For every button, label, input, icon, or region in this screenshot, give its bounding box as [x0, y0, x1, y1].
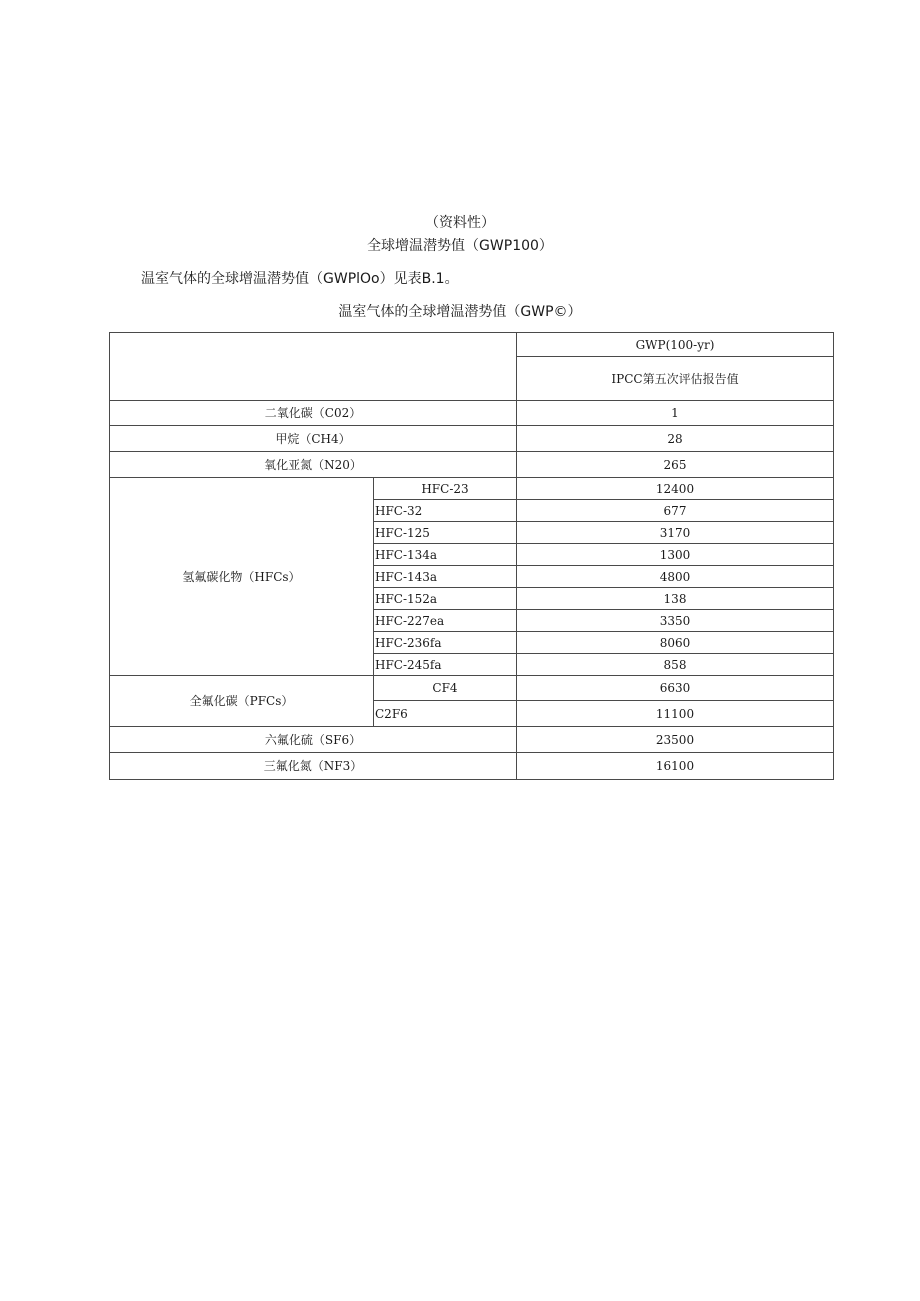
- gwp-value-cell: 16100: [517, 753, 834, 780]
- table-row: [110, 727, 834, 753]
- sub-gas-name-cell: HFC-245fa: [374, 654, 517, 676]
- sub-gas-name-cell: CF4: [374, 676, 517, 701]
- gwp-table: [109, 332, 834, 780]
- gas-name-cell: 六氟化硫（SF6）: [110, 727, 517, 753]
- gwp-value-cell: 3170: [517, 522, 834, 544]
- annex-label: （资料性）: [425, 215, 495, 231]
- gwp-value-cell: 11100: [517, 701, 834, 727]
- intro-paragraph: 温室气体的全球增温潜势值（GWPlOo）见表B.1。: [141, 271, 459, 287]
- gwp-value-cell: 265: [517, 452, 834, 478]
- table-row: [110, 426, 834, 452]
- sub-gas-name-cell: HFC-134a: [374, 544, 517, 566]
- gas-name-cell: 甲烷（CH4）: [110, 426, 517, 452]
- header-ipcc-cell: IPCC第五次评估报告值: [517, 357, 834, 401]
- sub-gas-name-cell: HFC-152a: [374, 588, 517, 610]
- sub-gas-name-cell: HFC-32: [374, 500, 517, 522]
- gwp-value-cell: 3350: [517, 610, 834, 632]
- gwp-value-cell: 28: [517, 426, 834, 452]
- group-name-cell: 氢氟碳化物（HFCs）: [110, 478, 374, 676]
- gwp-value-cell: 677: [517, 500, 834, 522]
- table-caption: 温室气体的全球增温潜势值（GWP©）: [338, 304, 582, 320]
- gas-name-cell: 三氟化氮（NF3）: [110, 753, 517, 780]
- sub-gas-name-cell: HFC-236fa: [374, 632, 517, 654]
- sub-gas-name-cell: HFC-143a: [374, 566, 517, 588]
- header-gwp-cell: GWP(100-yr): [517, 333, 834, 357]
- annex-title: 全球增温潜势值（GWP100）: [367, 238, 553, 254]
- gwp-value-cell: 4800: [517, 566, 834, 588]
- sub-gas-name-cell: HFC-125: [374, 522, 517, 544]
- table-row: [110, 753, 834, 780]
- sub-gas-name-cell: C2F6: [374, 701, 517, 727]
- table-row: [110, 401, 834, 426]
- gas-name-cell: 二氧化碳（C02）: [110, 401, 517, 426]
- gwp-value-cell: 138: [517, 588, 834, 610]
- table-row: [110, 452, 834, 478]
- gwp-value-cell: 1: [517, 401, 834, 426]
- table-header-row: [110, 333, 834, 357]
- header-blank-cell: [110, 333, 517, 401]
- table-row: [110, 478, 834, 500]
- group-name-cell: 全氟化碳（PFCs）: [110, 676, 374, 727]
- gas-name-cell: 氧化亚氮（N20）: [110, 452, 517, 478]
- gwp-value-cell: 858: [517, 654, 834, 676]
- gwp-value-cell: 23500: [517, 727, 834, 753]
- gwp-value-cell: 6630: [517, 676, 834, 701]
- gwp-value-cell: 8060: [517, 632, 834, 654]
- gwp-value-cell: 1300: [517, 544, 834, 566]
- sub-gas-name-cell: HFC-23: [374, 478, 517, 500]
- gwp-value-cell: 12400: [517, 478, 834, 500]
- table-row: [110, 676, 834, 701]
- sub-gas-name-cell: HFC-227ea: [374, 610, 517, 632]
